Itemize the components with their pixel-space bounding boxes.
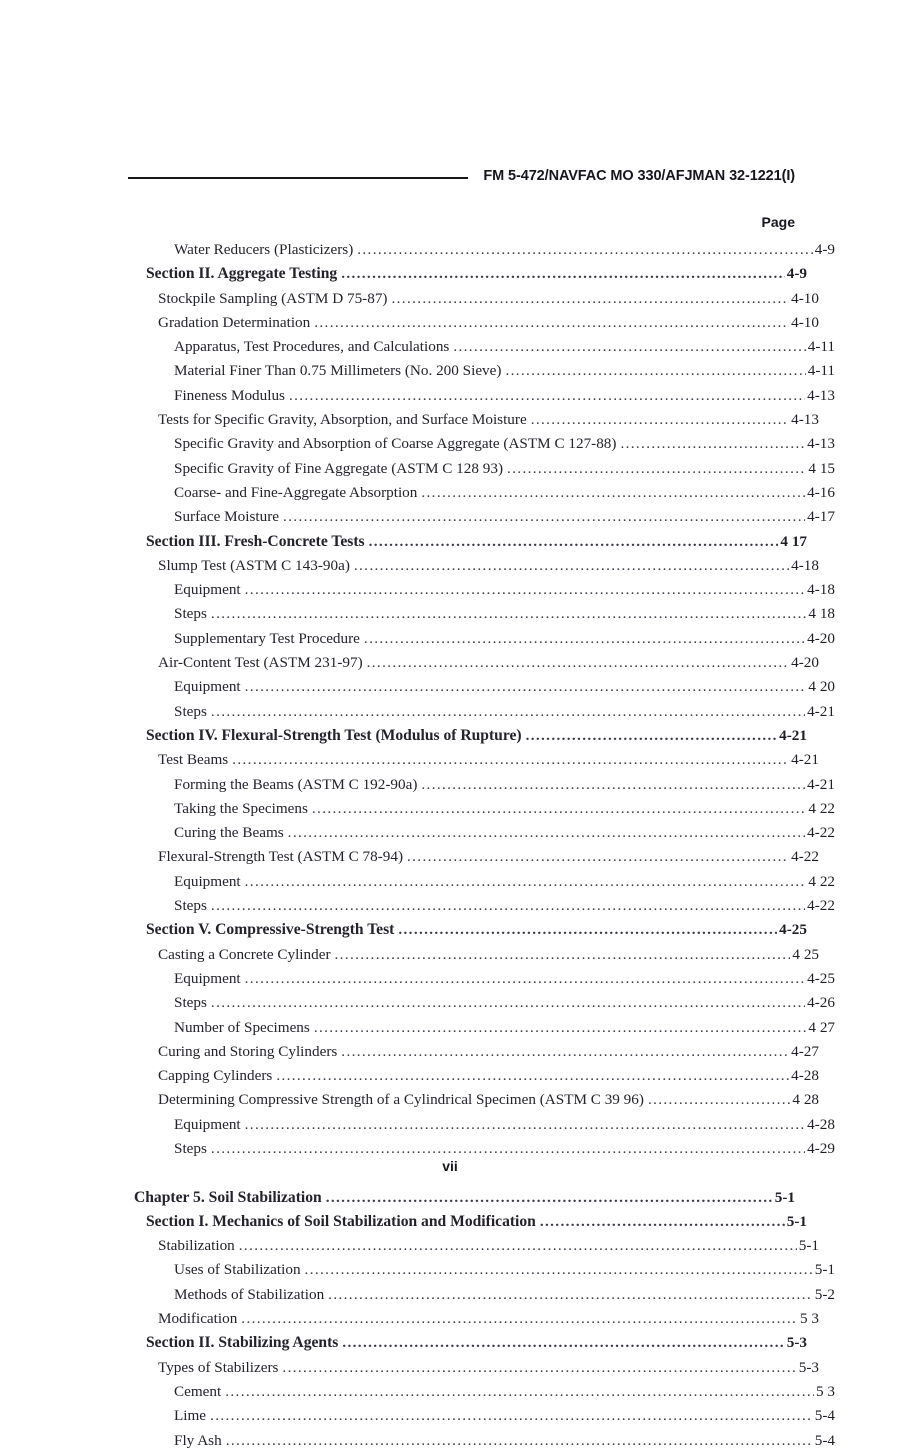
- toc-entry-page-number: 4-20: [791, 654, 819, 672]
- toc-dot-leader: [342, 1340, 784, 1356]
- toc-dot-leader: [245, 684, 807, 699]
- toc-entry[interactable]: [134, 432, 835, 456]
- toc-dot-leader: [245, 587, 806, 602]
- toc-entry-label: Chapter 5. Soil Stabilization: [134, 1188, 322, 1206]
- toc-dot-leader: [421, 782, 805, 797]
- toc-entry[interactable]: [134, 918, 807, 942]
- toc-entry-page-number: 4 27: [808, 1018, 835, 1036]
- toc-entry-page-number: 5-3: [786, 1334, 807, 1352]
- toc-entry-label: Number of Specimens: [174, 1018, 310, 1036]
- toc-entry[interactable]: [134, 967, 835, 991]
- toc-dot-leader: [226, 1438, 813, 1453]
- toc-dot-leader: [276, 1073, 789, 1088]
- toc-entry[interactable]: [134, 773, 835, 797]
- toc-entry-label: Casting a Concrete Cylinder: [158, 945, 331, 963]
- toc-dot-leader: [211, 612, 807, 627]
- toc-entry-page-number: 4-16: [807, 483, 835, 501]
- toc-entry[interactable]: [134, 797, 835, 821]
- toc-entry-page-number: 5-1: [814, 1261, 835, 1279]
- toc-entry[interactable]: [134, 578, 835, 602]
- toc-entry-label: Curing the Beams: [174, 824, 284, 842]
- toc-entry-label: Steps: [174, 702, 207, 720]
- toc-entry-label: Equipment: [174, 678, 241, 696]
- toc-entry-label: Air-Content Test (ASTM 231-97): [158, 654, 363, 672]
- toc-entry-label: Methods of Stabilization: [174, 1285, 325, 1303]
- toc-entry-label: Taking the Specimens: [174, 799, 308, 817]
- toc-dot-leader: [369, 538, 779, 554]
- toc-dot-leader: [392, 296, 790, 311]
- toc-entry-label: Equipment: [174, 1115, 241, 1133]
- toc-dot-leader: [239, 1243, 797, 1258]
- toc-entry[interactable]: [134, 821, 835, 845]
- toc-entry-page-number: 4-18: [791, 556, 819, 574]
- toc-entry-page-number: 4-10: [791, 289, 819, 307]
- toc-entry-page-number: 4-9: [814, 241, 835, 258]
- toc-entry-page-number: 4-13: [791, 411, 819, 429]
- toc-entry-label: Stockpile Sampling (ASTM D 75-87): [158, 289, 388, 307]
- toc-entry[interactable]: [134, 1186, 795, 1210]
- toc-entry[interactable]: [134, 1088, 819, 1112]
- toc-entry-label: Specific Gravity and Absorption of Coarse Aggregate (ASTM C 127-88): [174, 435, 617, 453]
- toc-entry-label: Forming the Beams (ASTM C 192-90a): [174, 775, 418, 793]
- toc-entry-label: Section III. Fresh-Concrete Tests: [146, 532, 365, 550]
- toc-entry-label: Steps: [174, 897, 207, 915]
- toc-entry[interactable]: [134, 748, 819, 772]
- toc-entry[interactable]: [134, 1429, 835, 1453]
- toc-entry-page-number: 4-29: [807, 1139, 835, 1157]
- toc-entry-label: Types of Stabilizers: [158, 1358, 279, 1376]
- toc-entry-page-number: 4-17: [807, 508, 835, 526]
- toc-entry-page-number: 4-21: [779, 726, 807, 744]
- toc-entry[interactable]: [134, 1283, 835, 1307]
- toc-dot-leader: [357, 247, 812, 262]
- toc-dot-leader: [505, 369, 805, 384]
- toc-entry-page-number: 4-22: [807, 824, 835, 842]
- toc-entry-label: Modification: [158, 1310, 238, 1328]
- toc-entry[interactable]: [134, 700, 835, 724]
- toc-entry[interactable]: [134, 505, 835, 529]
- toc-entry[interactable]: [134, 845, 819, 869]
- toc-entry[interactable]: [134, 1258, 835, 1282]
- toc-entry[interactable]: [134, 408, 819, 432]
- toc-entry-label: Steps: [174, 1139, 207, 1157]
- toc-entry-label: Water Reducers (Plasticizers): [174, 241, 354, 258]
- toc-entry-label: Equipment: [174, 581, 241, 599]
- toc-entry-page-number: 4 17: [780, 532, 807, 550]
- toc-entry-label: Test Beams: [158, 751, 229, 769]
- toc-entry-label: Section I. Mechanics of Soil Stabilization and Modification: [146, 1212, 536, 1230]
- toc-dot-leader: [245, 976, 806, 991]
- toc-entry[interactable]: [134, 870, 835, 894]
- toc-entry-page-number: 4-13: [807, 435, 835, 453]
- toc-entry-label: Fly Ash: [174, 1431, 222, 1449]
- toc-entry[interactable]: [134, 335, 835, 359]
- toc-dot-leader: [453, 344, 805, 359]
- toc-dot-leader: [526, 733, 778, 749]
- toc-entry-label: Surface Moisture: [174, 508, 280, 526]
- toc-entry-page-number: 4-10: [791, 313, 819, 331]
- toc-entry-page-number: 5-2: [814, 1285, 835, 1303]
- toc-dot-leader: [341, 1049, 789, 1064]
- toc-entry-page-number: 4-22: [807, 897, 835, 915]
- toc-entry-page-number: 5-1: [774, 1188, 795, 1206]
- toc-entry-page-number: 4-18: [807, 581, 835, 599]
- toc-dot-leader: [314, 320, 789, 335]
- toc-entry-label: Apparatus, Test Procedures, and Calculations: [174, 338, 450, 356]
- toc-dot-leader: [620, 441, 805, 456]
- toc-dot-leader: [354, 563, 789, 578]
- toc-dot-leader: [283, 514, 805, 529]
- toc-dot-leader: [245, 1122, 806, 1137]
- toc-dot-leader: [289, 393, 805, 408]
- running-head-title: FM 5-472/NAVFAC MO 330/AFJMAN 32-1221(I): [483, 168, 795, 184]
- toc-entry-page-number: 4 18: [808, 605, 835, 623]
- toc-entry-label: Uses of Stabilization: [174, 1261, 301, 1279]
- table-of-contents: [134, 238, 835, 1453]
- toc-entry[interactable]: [134, 1234, 819, 1258]
- toc-dot-leader: [421, 490, 805, 505]
- toc-entry-page-number: 4-21: [807, 775, 835, 793]
- toc-entry-label: Fineness Modulus: [174, 386, 285, 404]
- toc-entry[interactable]: [134, 1064, 819, 1088]
- toc-entry[interactable]: [134, 991, 835, 1015]
- toc-entry-label: Section II. Stabilizing Agents: [146, 1334, 339, 1352]
- toc-entry[interactable]: [134, 1404, 835, 1428]
- toc-dot-leader: [314, 1025, 807, 1040]
- toc-entry-page-number: 4-13: [807, 386, 835, 404]
- toc-entry[interactable]: [134, 627, 835, 651]
- toc-entry-label: Supplementary Test Procedure: [174, 629, 360, 647]
- toc-entry-page-number: 5-1: [798, 1237, 819, 1255]
- toc-entry-page-number: 4-20: [807, 629, 835, 647]
- toc-entry[interactable]: [134, 1380, 835, 1404]
- toc-entry-label: Steps: [174, 994, 207, 1012]
- toc-dot-leader: [232, 757, 789, 772]
- toc-entry-label: Capping Cylinders: [158, 1067, 273, 1085]
- toc-dot-leader: [210, 1413, 813, 1428]
- toc-entry[interactable]: [134, 1307, 819, 1331]
- toc-entry-label: Section IV. Flexural-Strength Test (Modulus of Rupture): [146, 726, 522, 744]
- toc-dot-leader: [407, 855, 789, 870]
- toc-dot-leader: [245, 879, 807, 894]
- toc-dot-leader: [288, 830, 805, 845]
- toc-entry[interactable]: [134, 359, 835, 383]
- toc-dot-leader: [282, 1365, 796, 1380]
- toc-entry[interactable]: [134, 943, 819, 967]
- toc-entry-page-number: 4 15: [808, 459, 835, 477]
- running-head: [0, 168, 900, 194]
- toc-dot-leader: [398, 927, 777, 943]
- header-rule: [128, 177, 468, 179]
- toc-entry-label: Determining Compressive Strength of a Cylindrical Specimen (ASTM C 39 96): [158, 1091, 644, 1109]
- toc-entry-page-number: 5 3: [816, 1382, 835, 1400]
- toc-entry[interactable]: [134, 311, 819, 335]
- toc-entry[interactable]: [134, 238, 835, 262]
- toc-entry-label: Steps: [174, 605, 207, 623]
- toc-entry[interactable]: [134, 457, 835, 481]
- toc-entry-label: Gradation Determination: [158, 313, 311, 331]
- toc-dot-leader: [211, 709, 805, 724]
- toc-entry[interactable]: [134, 1356, 819, 1380]
- toc-entry-page-number: 4-25: [779, 921, 807, 939]
- toc-dot-leader: [367, 660, 790, 675]
- toc-dot-leader: [341, 271, 785, 287]
- toc-dot-leader: [312, 806, 807, 821]
- toc-entry-page-number: 4-11: [807, 362, 835, 380]
- toc-dot-leader: [648, 1098, 790, 1113]
- toc-entry-page-number: 4-21: [791, 751, 819, 769]
- toc-dot-leader: [305, 1268, 813, 1283]
- toc-entry-label: Curing and Storing Cylinders: [158, 1042, 338, 1060]
- toc-entry[interactable]: [134, 481, 835, 505]
- toc-dot-leader: [531, 417, 789, 432]
- page-column-label: Page: [761, 214, 795, 230]
- toc-entry[interactable]: [134, 724, 807, 748]
- toc-entry-label: Lime: [174, 1407, 207, 1425]
- toc-dot-leader: [364, 636, 805, 651]
- toc-entry-label: Section V. Compressive-Strength Test: [146, 921, 395, 939]
- toc-entry-page-number: 4 20: [808, 678, 835, 696]
- toc-dot-leader: [225, 1389, 814, 1404]
- toc-entry[interactable]: [134, 554, 819, 578]
- toc-entry-label: Coarse- and Fine-Aggregate Absorption: [174, 483, 418, 501]
- toc-entry-page-number: 4-28: [791, 1067, 819, 1085]
- toc-entry-page-number: 4-21: [807, 702, 835, 720]
- toc-entry-label: Specific Gravity of Fine Aggregate (ASTM C 128 93): [174, 459, 503, 477]
- toc-entry-page-number: 5-3: [798, 1358, 819, 1376]
- toc-entry-page-number: 5-4: [814, 1431, 835, 1449]
- toc-entry[interactable]: [134, 894, 835, 918]
- toc-dot-leader: [326, 1194, 773, 1210]
- toc-entry-page-number: 4 22: [808, 872, 835, 890]
- toc-entry[interactable]: [134, 1113, 835, 1137]
- toc-entry[interactable]: [134, 1331, 807, 1355]
- toc-entry[interactable]: [134, 287, 819, 311]
- toc-entry-label: Equipment: [174, 872, 241, 890]
- toc-dot-leader: [540, 1219, 785, 1235]
- toc-entry-page-number: 4-9: [786, 265, 807, 283]
- toc-entry-page-number: 4-11: [807, 338, 835, 356]
- toc-dot-leader: [328, 1292, 813, 1307]
- toc-entry-label: Stabilization: [158, 1237, 235, 1255]
- toc-entry-page-number: 5-1: [786, 1212, 807, 1230]
- toc-entry-page-number: 4 28: [792, 1091, 819, 1109]
- toc-entry[interactable]: [134, 1210, 807, 1234]
- toc-dot-leader: [211, 1000, 805, 1015]
- toc-dot-leader: [241, 1316, 798, 1331]
- toc-entry[interactable]: [134, 1016, 835, 1040]
- toc-entry-page-number: 4-25: [807, 969, 835, 987]
- toc-entry-page-number: 4-26: [807, 994, 835, 1012]
- toc-entry-page-number: 5 3: [800, 1310, 819, 1328]
- toc-entry[interactable]: [134, 1040, 819, 1064]
- toc-entry-label: Slump Test (ASTM C 143-90a): [158, 556, 350, 574]
- toc-entry[interactable]: [134, 651, 819, 675]
- toc-entry-label: Equipment: [174, 969, 241, 987]
- toc-dot-leader: [335, 952, 791, 967]
- toc-entry-page-number: 5-4: [814, 1407, 835, 1425]
- toc-dot-leader: [507, 466, 806, 481]
- toc-entry[interactable]: [134, 262, 807, 286]
- toc-entry-label: Cement: [174, 1382, 222, 1400]
- toc-entry[interactable]: [134, 602, 835, 626]
- page-folio: vii: [442, 1158, 458, 1174]
- toc-entry-page-number: 4-27: [791, 1042, 819, 1060]
- toc-entry-label: Material Finer Than 0.75 Millimeters (No. 200 Sieve): [174, 362, 502, 380]
- toc-entry-page-number: 4 22: [808, 799, 835, 817]
- toc-entry[interactable]: [134, 675, 835, 699]
- toc-entry-page-number: 4-28: [807, 1115, 835, 1133]
- toc-entry-page-number: 4 25: [792, 945, 819, 963]
- toc-entry-label: Tests for Specific Gravity, Absorption, and Surface Moisture: [158, 411, 527, 429]
- toc-entry[interactable]: [134, 530, 807, 554]
- toc-entry-label: Section II. Aggregate Testing: [146, 265, 338, 283]
- toc-dot-leader: [211, 903, 805, 918]
- toc-entry[interactable]: [134, 384, 835, 408]
- toc-entry-label: Flexural-Strength Test (ASTM C 78-94): [158, 848, 404, 866]
- toc-entry-page-number: 4-22: [791, 848, 819, 866]
